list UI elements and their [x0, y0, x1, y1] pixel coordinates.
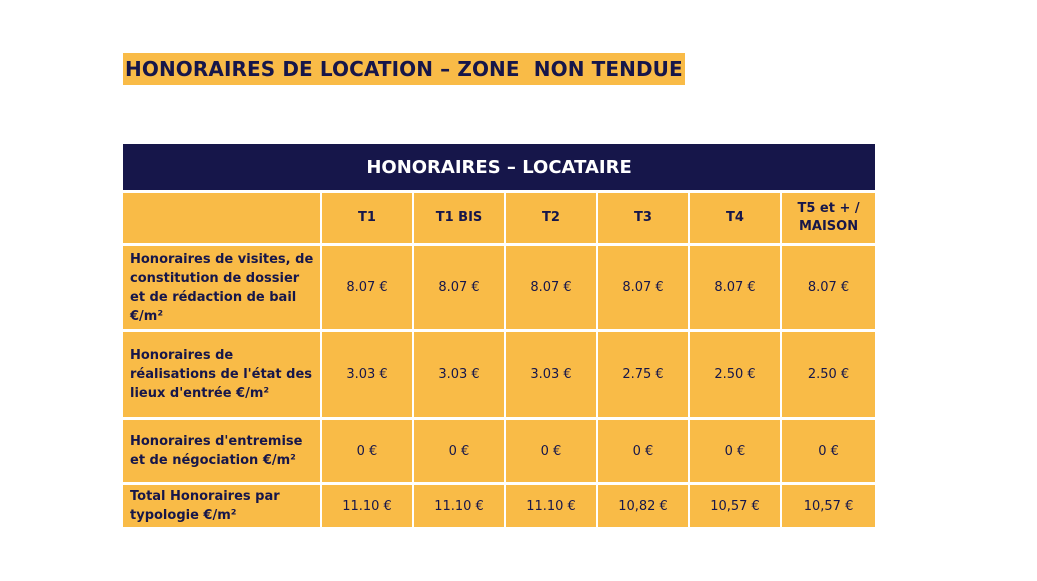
column-header-t1: T1 — [322, 193, 414, 246]
table-cell: 11.10 € — [414, 485, 506, 530]
table-banner: HONORAIRES – LOCATAIRE — [123, 144, 875, 193]
table-cell: 11.10 € — [506, 485, 598, 530]
column-header-t4: T4 — [690, 193, 782, 246]
table-cell: 3.03 € — [414, 332, 506, 420]
table-cell: 10,57 € — [782, 485, 875, 530]
table-header-row — [123, 193, 875, 246]
table-cell: 8.07 € — [322, 246, 414, 332]
table-cell: 11.10 € — [322, 485, 414, 530]
column-header-t1-bis: T1 BIS — [414, 193, 506, 246]
table-cell: 8.07 € — [690, 246, 782, 332]
column-header-t5-maison: T5 et + / MAISON — [782, 193, 875, 246]
table-cell: 2.50 € — [690, 332, 782, 420]
row-label-entremise: Honoraires d'entremise et de négociation €/m² — [123, 420, 322, 485]
table-cell: 8.07 € — [414, 246, 506, 332]
table-cell: 0 € — [414, 420, 506, 485]
table-cell: 3.03 € — [322, 332, 414, 420]
table-cell: 2.75 € — [598, 332, 690, 420]
table-row — [123, 332, 875, 420]
table-cell: 0 € — [322, 420, 414, 485]
row-label-visites: Honoraires de visites, de constitution de dossier et de rédaction de bail €/m² — [123, 246, 322, 332]
table-cell: 0 € — [506, 420, 598, 485]
table-cell: 8.07 € — [782, 246, 875, 332]
page-title: HONORAIRES DE LOCATION – ZONE NON TENDUE — [123, 53, 685, 85]
table-cell: 10,82 € — [598, 485, 690, 530]
table-banner-row — [123, 144, 875, 193]
table-cell: 8.07 € — [506, 246, 598, 332]
table-cell: 10,57 € — [690, 485, 782, 530]
row-label-total: Total Honoraires par typologie €/m² — [123, 485, 322, 530]
table-cell: 3.03 € — [506, 332, 598, 420]
column-header-empty — [123, 193, 322, 246]
table-row — [123, 246, 875, 332]
table-cell: 0 € — [782, 420, 875, 485]
table-row — [123, 485, 875, 530]
table-cell: 2.50 € — [782, 332, 875, 420]
table-cell: 0 € — [598, 420, 690, 485]
table-row — [123, 420, 875, 485]
table-cell: 0 € — [690, 420, 782, 485]
column-header-t2: T2 — [506, 193, 598, 246]
row-label-etat-des-lieux: Honoraires de réalisations de l'état des lieux d'entrée €/m² — [123, 332, 322, 420]
column-header-t3: T3 — [598, 193, 690, 246]
table-cell: 8.07 € — [598, 246, 690, 332]
fee-table — [123, 144, 875, 530]
